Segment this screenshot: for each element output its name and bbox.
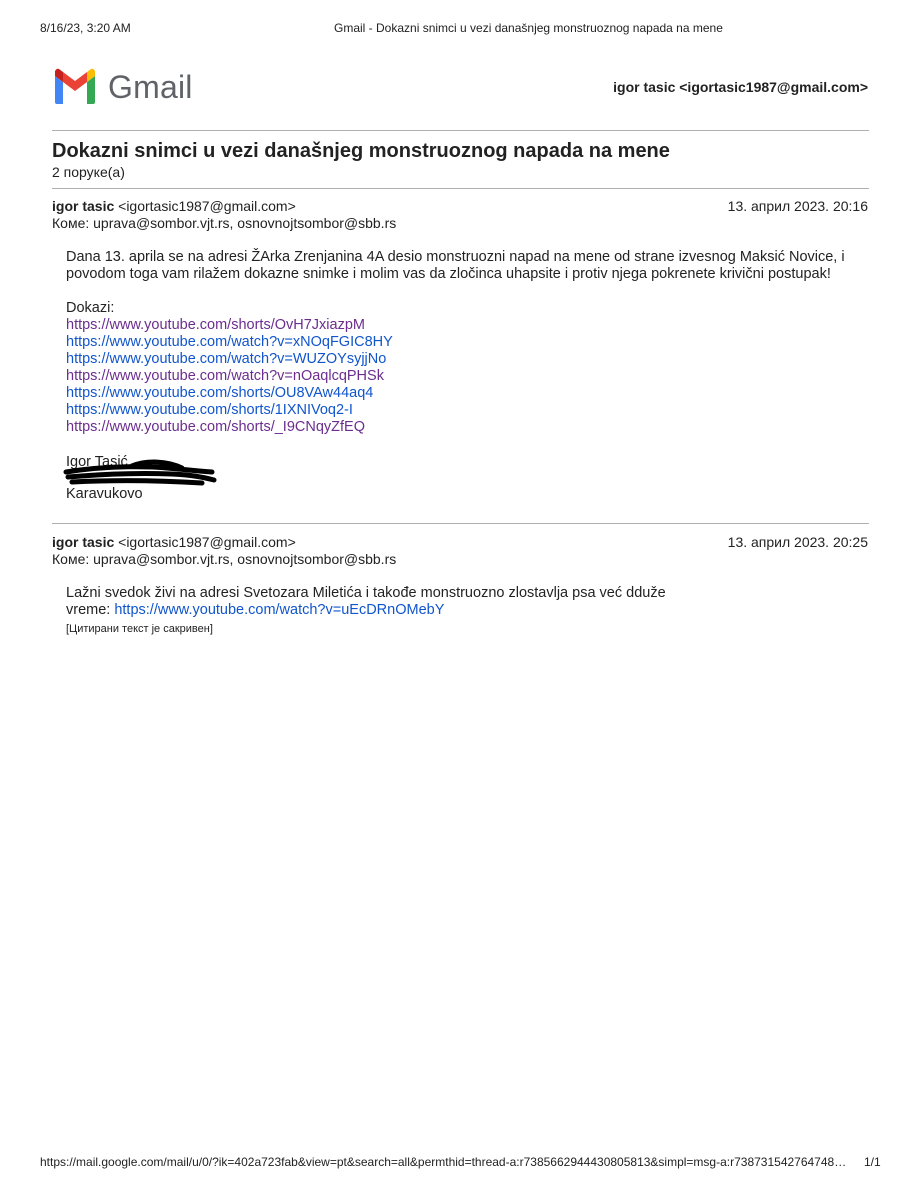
body-text-prefix: vreme: [66, 602, 115, 618]
print-date: 8/16/23, 3:20 AM [40, 21, 131, 35]
message-body: Dana 13. aprila se na adresi ŽArka Zrenjanina 4A desio monstruozni napad na mene od strane izvesnog Maksić Novice, i povodom toga vam rilažem dokazne snimke i molim vas da zločinca uhapsite i protiv njega pokrenete krivični postupak! [66, 249, 845, 282]
gmail-m-icon [52, 68, 98, 106]
divider [52, 523, 869, 524]
evidence-label: Dokazi: [66, 300, 115, 316]
print-url: https://mail.google.com/mail/u/0/?ik=402a723fab&view=pt&search=all&permthid=thread-a:r7385662944430805813&simpl=msg-a:r738731542764748… [40, 1155, 847, 1169]
message-body [66, 585, 866, 619]
divider [52, 130, 869, 131]
page-number: 1/1 [864, 1155, 881, 1169]
message-date: 13. април 2023. 20:16 [727, 198, 868, 214]
message-sender [52, 534, 296, 550]
message-sender [52, 198, 296, 214]
quoted-text-toggle[interactable]: [Цитирани текст је сакривен] [66, 623, 213, 635]
print-page-title: Gmail - Dokazni snimci u vezi današnjeg monstruoznog napada na mene [334, 21, 723, 35]
sender-email: <igortasic1987@gmail.com> [114, 198, 296, 214]
thread-subject: Dokazni snimci u vezi današnjeg monstruoznog napada na mene [52, 140, 670, 162]
divider [52, 188, 869, 189]
evidence-link[interactable]: https://www.youtube.com/watch?v=nOaqlcqPHSk [66, 368, 384, 384]
sender-email: <igortasic1987@gmail.com> [114, 534, 296, 550]
signature-place: Karavukovo [66, 486, 143, 502]
video-link[interactable]: https://www.youtube.com/watch?v=uEcDRnOMebY [114, 602, 445, 618]
message-count: 2 поруке(а) [52, 164, 125, 180]
evidence-link[interactable]: https://www.youtube.com/shorts/1IXNIVoq2-I [66, 402, 353, 418]
gmail-logo [52, 68, 197, 106]
evidence-link[interactable]: https://www.youtube.com/shorts/OvH7JxiazpM [66, 317, 365, 333]
message-recipients: Коме: uprava@sombor.vjt.rs, osnovnojtsombor@sbb.rs [52, 215, 397, 231]
evidence-link[interactable]: https://www.youtube.com/shorts/_I9CNqyZfEQ [66, 419, 365, 435]
gmail-wordmark: Gmail [108, 69, 193, 105]
account-name: igor tasic <igortasic1987@gmail.com> [613, 79, 868, 95]
redaction-scribble [62, 458, 222, 488]
evidence-link[interactable]: https://www.youtube.com/watch?v=WUZOYsyjjNo [66, 351, 387, 367]
message-body-line: Lažni svedok živi na adresi Svetozara Miletića i takođe monstruozno zlostavlja psa već dduže [66, 585, 666, 601]
evidence-block [66, 300, 866, 436]
evidence-link[interactable]: https://www.youtube.com/watch?v=xNOqFGIC8HY [66, 334, 393, 350]
message-date: 13. април 2023. 20:25 [727, 534, 868, 550]
sender-name: igor tasic [52, 534, 115, 550]
evidence-link[interactable]: https://www.youtube.com/shorts/OU8VAw44aq4 [66, 385, 374, 401]
sender-name: igor tasic [52, 198, 115, 214]
message-recipients: Коме: uprava@sombor.vjt.rs, osnovnojtsombor@sbb.rs [52, 551, 397, 567]
message-body-line [66, 602, 866, 619]
signature-name: Igor Tasić [66, 454, 128, 470]
